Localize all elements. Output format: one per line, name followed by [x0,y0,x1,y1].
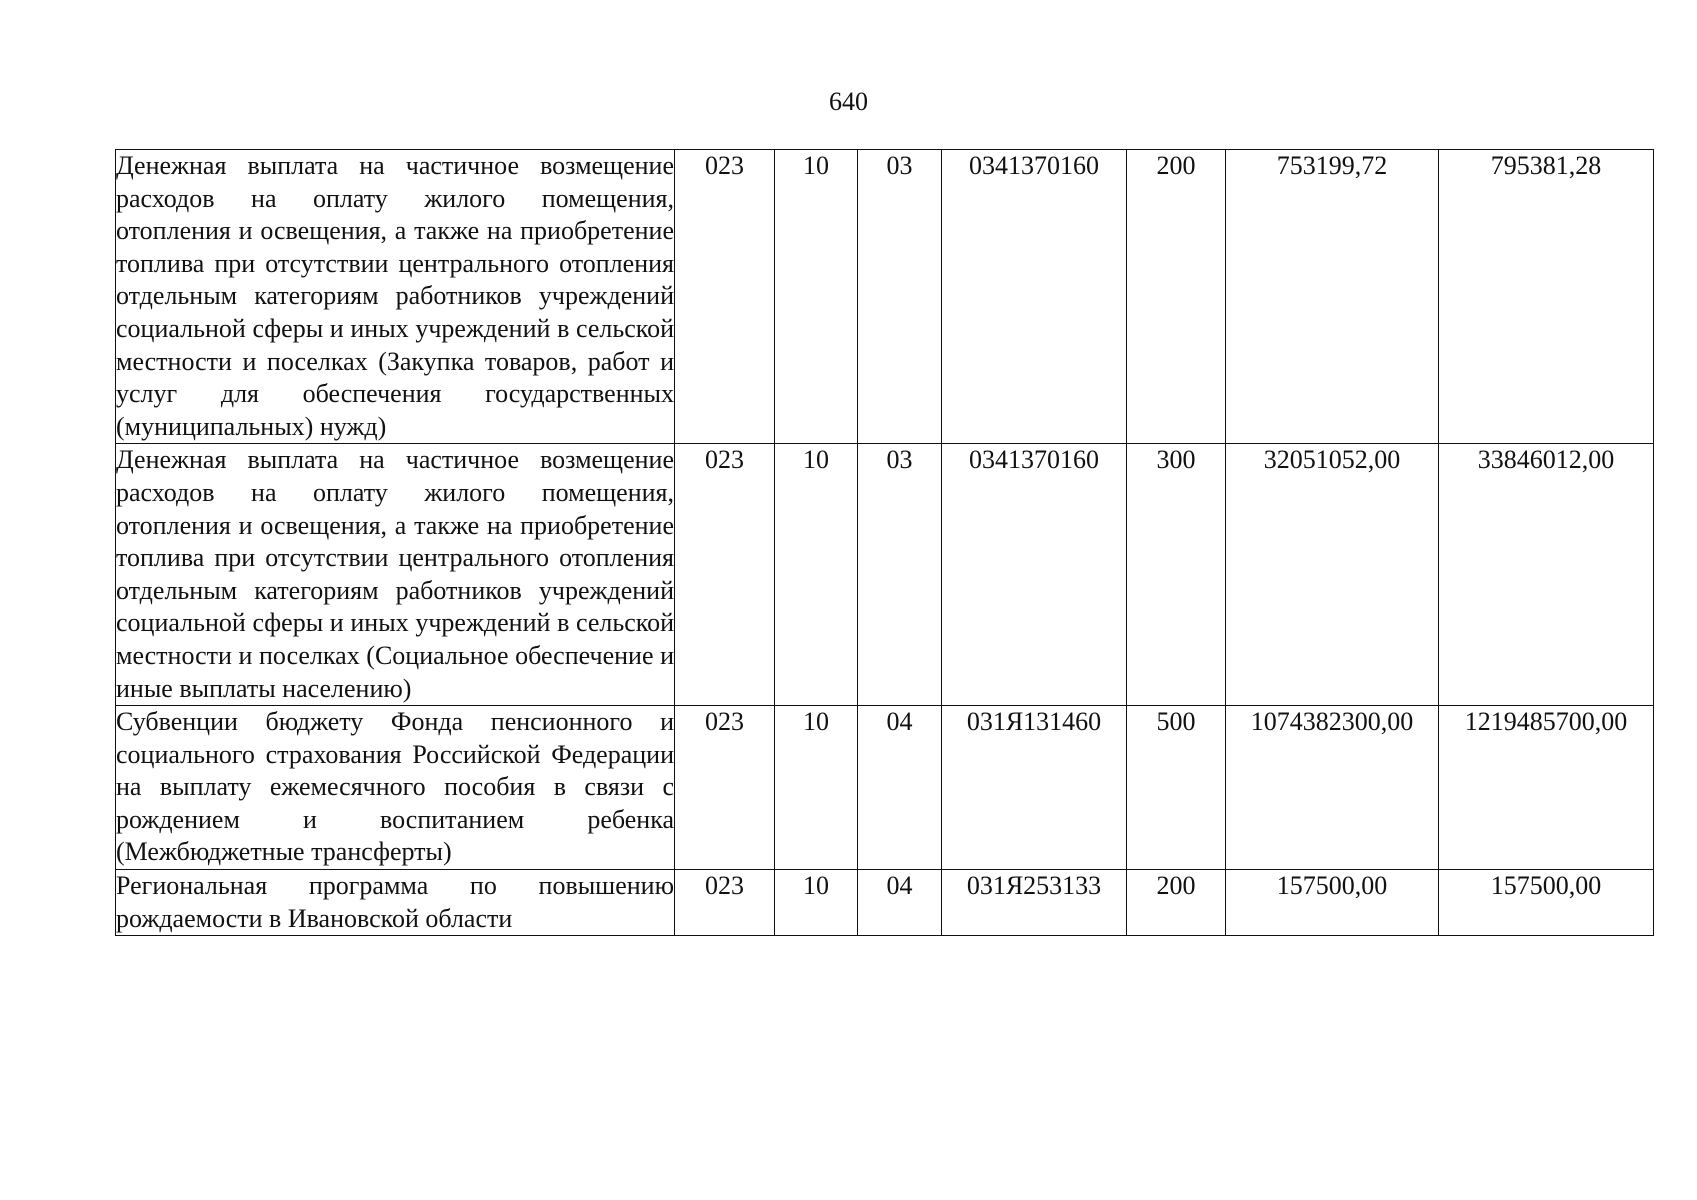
row-description: Региональная программа по повышению рождаемости в Ивановской области [116,870,675,936]
table-row [116,444,1654,706]
budget-table [115,149,1654,936]
ministry-code: 023 [675,444,775,706]
row-description: Денежная выплата на частичное возмещение расходов на оплату жилого помещения, отопления и освещения, а также на приобретение топлива при отсутствии центрального отопления отдельным категориям работников учреждений социальной сферы и иных учреждений в сельской местности и поселках (Закупка товаров, работ и услуг для обеспечения государственных (муниципальных) нужд) [116,150,675,444]
expense-type-code: 200 [1127,870,1226,936]
amount-year-1: 32051052,00 [1226,444,1439,706]
subsection-code: 04 [858,870,942,936]
section-code: 10 [775,150,858,444]
amount-year-2: 795381,28 [1439,150,1654,444]
table-row [116,870,1654,936]
table-row [116,150,1654,444]
expense-type-code: 300 [1127,444,1226,706]
target-article-code: 031Я253133 [942,870,1127,936]
target-article-code: 031Я131460 [942,706,1127,870]
ministry-code: 023 [675,870,775,936]
table-row [116,706,1654,870]
ministry-code: 023 [675,706,775,870]
amount-year-1: 753199,72 [1226,150,1439,444]
target-article-code: 0341370160 [942,150,1127,444]
target-article-code: 0341370160 [942,444,1127,706]
expense-type-code: 500 [1127,706,1226,870]
section-code: 10 [775,444,858,706]
amount-year-1: 157500,00 [1226,870,1439,936]
subsection-code: 04 [858,706,942,870]
section-code: 10 [775,706,858,870]
amount-year-2: 33846012,00 [1439,444,1654,706]
subsection-code: 03 [858,444,942,706]
ministry-code: 023 [675,150,775,444]
amount-year-1: 1074382300,00 [1226,706,1439,870]
row-description: Денежная выплата на частичное возмещение расходов на оплату жилого помещения, отопления и освещения, а также на приобретение топлива при отсутствии центрального отопления отдельным категориям работников учреждений социальной сферы и иных учреждений в сельской местности и поселках (Социальное обеспечение и иные выплаты населению) [116,444,675,706]
page-number: 640 [829,87,868,116]
row-description: Субвенции бюджету Фонда пенсионного и социального страхования Российской Федерации на выплату ежемесячного пособия в связи с рождением и воспитанием ребенка (Межбюджетные трансферты) [116,706,675,870]
amount-year-2: 157500,00 [1439,870,1654,936]
subsection-code: 03 [858,150,942,444]
amount-year-2: 1219485700,00 [1439,706,1654,870]
expense-type-code: 200 [1127,150,1226,444]
section-code: 10 [775,870,858,936]
